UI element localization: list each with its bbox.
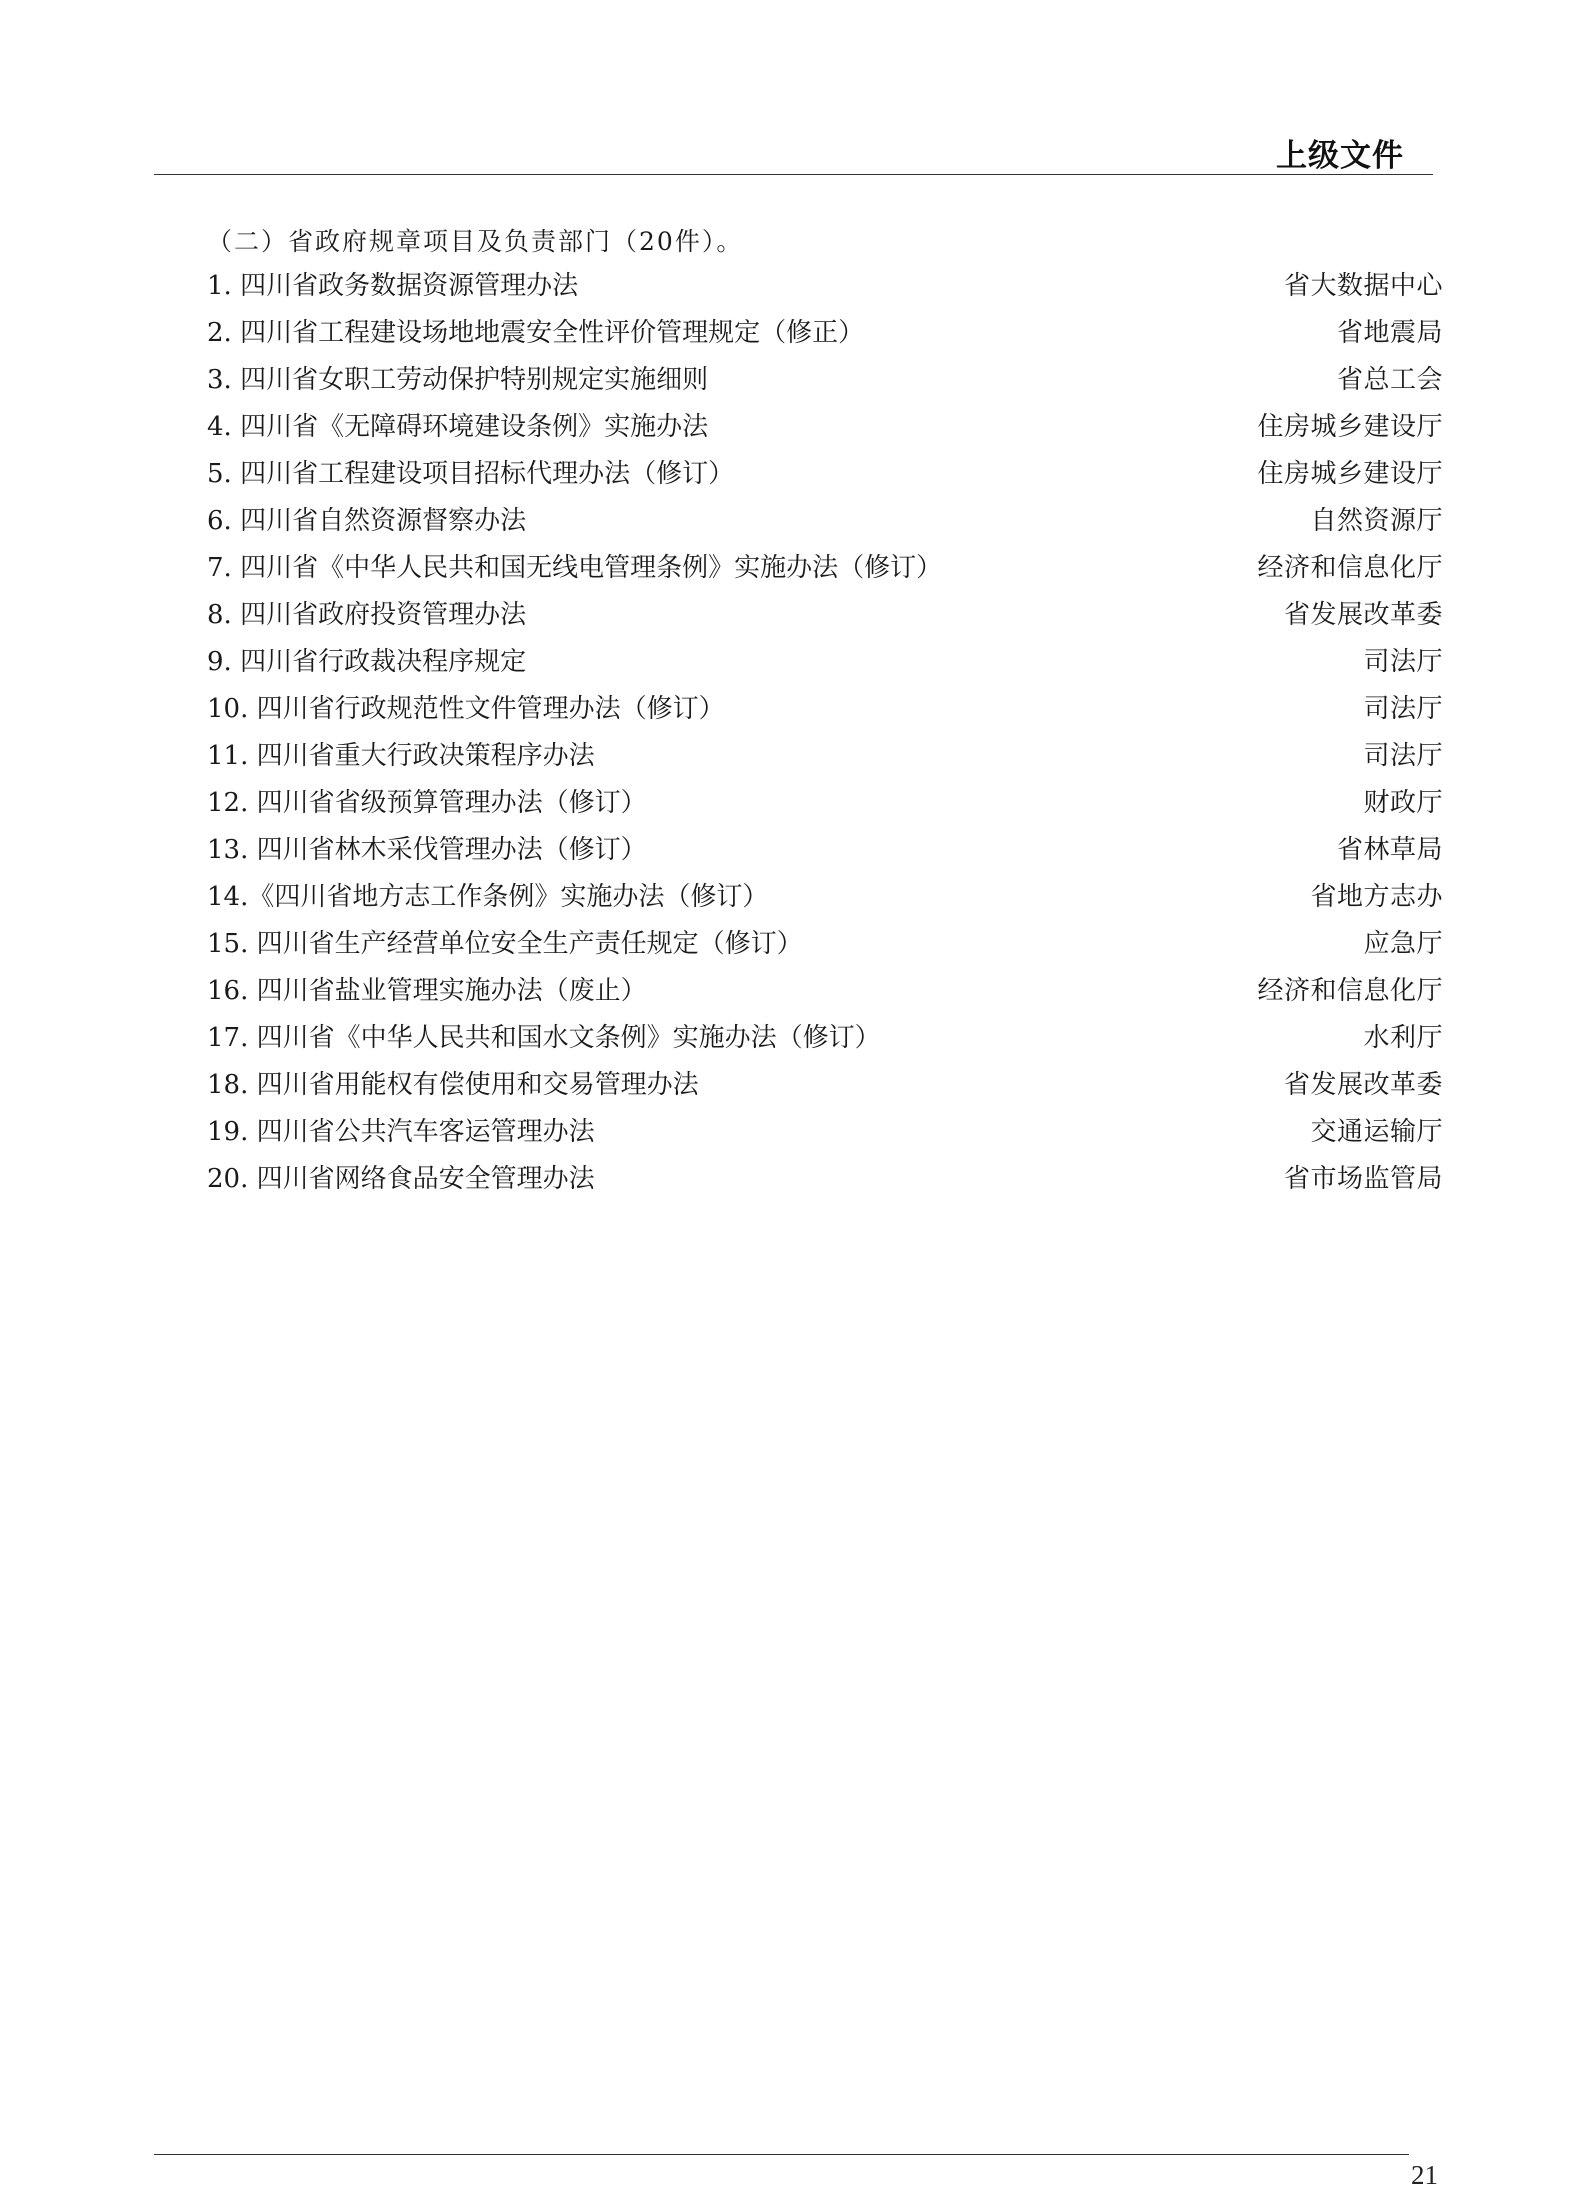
list-item — [207, 1109, 1443, 1156]
regulation-title: 3. 四川省女职工劳动保护特别规定实施细则 — [207, 365, 709, 395]
regulation-title: 15. 四川省生产经营单位安全生产责任规定（修订） — [207, 929, 803, 959]
list-item — [207, 357, 1443, 404]
list-item — [207, 498, 1443, 545]
regulation-title: 17. 四川省《中华人民共和国水文条例》实施办法（修订） — [207, 1023, 881, 1053]
regulation-title: 2. 四川省工程建设场地地震安全性评价管理规定（修正） — [207, 318, 865, 348]
regulation-title: 16. 四川省盐业管理实施办法（废止） — [207, 976, 647, 1006]
list-item — [207, 451, 1443, 498]
list-item — [207, 263, 1443, 310]
regulation-title: 18. 四川省用能权有偿使用和交易管理办法 — [207, 1070, 699, 1100]
responsible-department: 司法厅 — [1363, 694, 1443, 724]
section-heading: （二）省政府规章项目及负责部门（20件）。 — [207, 227, 744, 256]
regulation-title: 20. 四川省网络食品安全管理办法 — [207, 1164, 595, 1194]
responsible-department: 省发展改革委 — [1283, 1070, 1443, 1100]
list-item — [207, 404, 1443, 451]
regulation-title: 11. 四川省重大行政决策程序办法 — [207, 741, 595, 771]
responsible-department: 司法厅 — [1363, 741, 1443, 771]
regulation-title: 4. 四川省《无障碍环境建设条例》实施办法 — [207, 412, 709, 442]
responsible-department: 省林草局 — [1336, 835, 1443, 865]
responsible-department: 财政厅 — [1363, 788, 1443, 818]
list-item — [207, 592, 1443, 639]
responsible-department: 经济和信息化厅 — [1257, 976, 1443, 1006]
regulation-title: 1. 四川省政务数据资源管理办法 — [207, 271, 579, 301]
responsible-department: 住房城乡建设厅 — [1257, 412, 1443, 442]
regulation-title: 5. 四川省工程建设项目招标代理办法（修订） — [207, 459, 735, 489]
regulation-title: 12. 四川省省级预算管理办法（修订） — [207, 788, 647, 818]
footer-divider — [154, 2154, 1409, 2155]
regulation-title: 19. 四川省公共汽车客运管理办法 — [207, 1117, 595, 1147]
list-item — [207, 1015, 1443, 1062]
responsible-department: 省总工会 — [1336, 365, 1443, 395]
regulation-title: 8. 四川省政府投资管理办法 — [207, 600, 527, 630]
regulation-title: 6. 四川省自然资源督察办法 — [207, 506, 527, 536]
regulation-title: 14.《四川省地方志工作条例》实施办法（修订） — [207, 882, 769, 912]
responsible-department: 省市场监管局 — [1283, 1164, 1443, 1194]
list-item — [207, 1062, 1443, 1109]
responsible-department: 省发展改革委 — [1283, 600, 1443, 630]
header-divider — [154, 174, 1433, 175]
list-item — [207, 733, 1443, 780]
list-item — [207, 310, 1443, 357]
responsible-department: 应急厅 — [1363, 929, 1443, 959]
responsible-department: 省地震局 — [1336, 318, 1443, 348]
regulation-title: 13. 四川省林木采伐管理办法（修订） — [207, 835, 647, 865]
list-item — [207, 921, 1443, 968]
list-item — [207, 545, 1443, 592]
page-number: 21 — [1411, 2160, 1438, 2190]
regulation-title: 10. 四川省行政规范性文件管理办法（修订） — [207, 694, 725, 724]
responsible-department: 省大数据中心 — [1283, 271, 1443, 301]
responsible-department: 住房城乡建设厅 — [1257, 459, 1443, 489]
list-item — [207, 639, 1443, 686]
regulation-list — [207, 263, 1443, 1203]
list-item — [207, 780, 1443, 827]
page-header-title: 上级文件 — [1276, 138, 1404, 174]
list-item — [207, 827, 1443, 874]
responsible-department: 司法厅 — [1363, 647, 1443, 677]
list-item — [207, 686, 1443, 733]
responsible-department: 交通运输厅 — [1310, 1117, 1443, 1147]
responsible-department: 自然资源厅 — [1310, 506, 1443, 536]
responsible-department: 省地方志办 — [1310, 882, 1443, 912]
list-item — [207, 968, 1443, 1015]
responsible-department: 经济和信息化厅 — [1257, 553, 1443, 583]
regulation-title: 7. 四川省《中华人民共和国无线电管理条例》实施办法（修订） — [207, 553, 943, 583]
regulation-title: 9. 四川省行政裁决程序规定 — [207, 647, 527, 677]
list-item — [207, 1156, 1443, 1203]
responsible-department: 水利厅 — [1363, 1023, 1443, 1053]
list-item — [207, 874, 1443, 921]
